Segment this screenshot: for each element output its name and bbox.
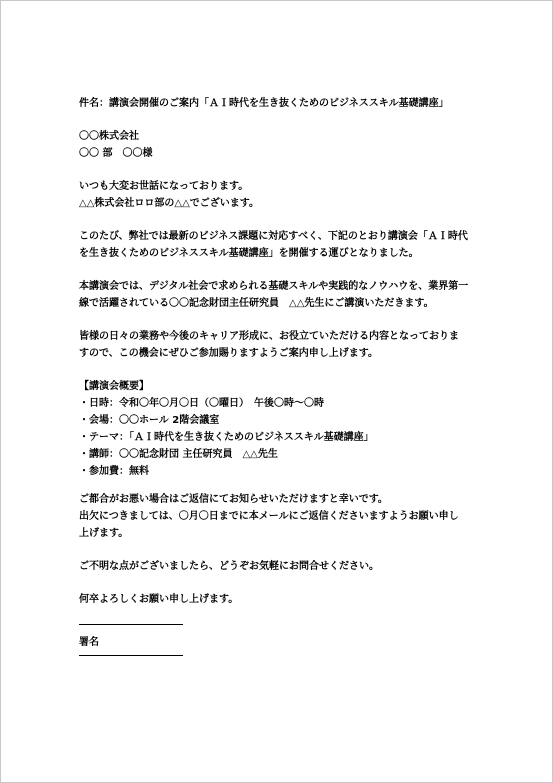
closing-line: 何卒よろしくお願い申し上げます。 — [79, 594, 239, 605]
recipient-person: 〇〇 部 〇〇様 — [79, 148, 153, 159]
overview-item-speaker: ・講師：〇〇記念財団 主任研究員 △△先生 — [79, 449, 278, 460]
overview-item-theme: ・テーマ：「ＡＩ時代を生き抜くためのビジネススキル基礎講座」 — [79, 432, 374, 443]
questions-line: ご不明な点がございましたら、どうぞお気軽にお問合せください。 — [79, 561, 379, 572]
signature-label: 署名 — [79, 637, 99, 648]
overview-item-venue: ・会場：〇〇ホール 2階会議室 — [79, 415, 220, 426]
overview-item-fee: ・参加費：無料 — [79, 466, 149, 477]
reply-line-3: 上げます。 — [79, 528, 129, 539]
greeting-line-1: いつも大変お世話になっております。 — [79, 181, 249, 192]
invitation-line-1: 皆様の日々の業務や今後のキャリア形成に、お役立ていただける内容となっておりま — [79, 331, 459, 342]
overview-heading: 【講演会概要】 — [79, 381, 149, 392]
reply-line-1: ご都合がお悪い場合はご返信にてお知らせいただけますと幸いです。 — [79, 494, 388, 505]
intro-line-2: を生き抜くためのビジネススキル基礎講座」を開催する運びとなりました。 — [79, 248, 419, 259]
greeting-line-2: △△株式会社ロロ部の△△でございます。 — [79, 198, 259, 209]
description-line-2: 線で活躍されている〇〇記念財団主任研究員 △△先生にご講演いただきます。 — [79, 298, 434, 309]
reply-line-2: 出欠につきましては、〇月〇日までに本メールにご返信くださいますようお願い申し — [79, 511, 459, 522]
subject-line: 件名：講演会開催のご案内「ＡＩ時代を生き抜くためのビジネススキル基礎講座」 — [79, 98, 449, 109]
signature-bottom-divider — [79, 655, 183, 656]
email-body — [79, 95, 489, 656]
description-line-1: 本講演会では、デジタル社会で求められる基礎スキルや実践的なノウハウを、業界第一 — [79, 281, 469, 292]
invitation-line-2: すので、この機会にぜひご参加賜りますようご案内申し上げます。 — [79, 348, 378, 359]
intro-line-1: このたび、弊社では最新のビジネス課題に対応すべく、下記のとおり講演会「ＡＩ時代 — [79, 231, 468, 242]
overview-item-datetime: ・日時：令和〇年〇月〇日（〇曜日） 午後〇時～〇時 — [79, 398, 324, 409]
recipient-company: 〇〇株式会社 — [79, 131, 139, 142]
